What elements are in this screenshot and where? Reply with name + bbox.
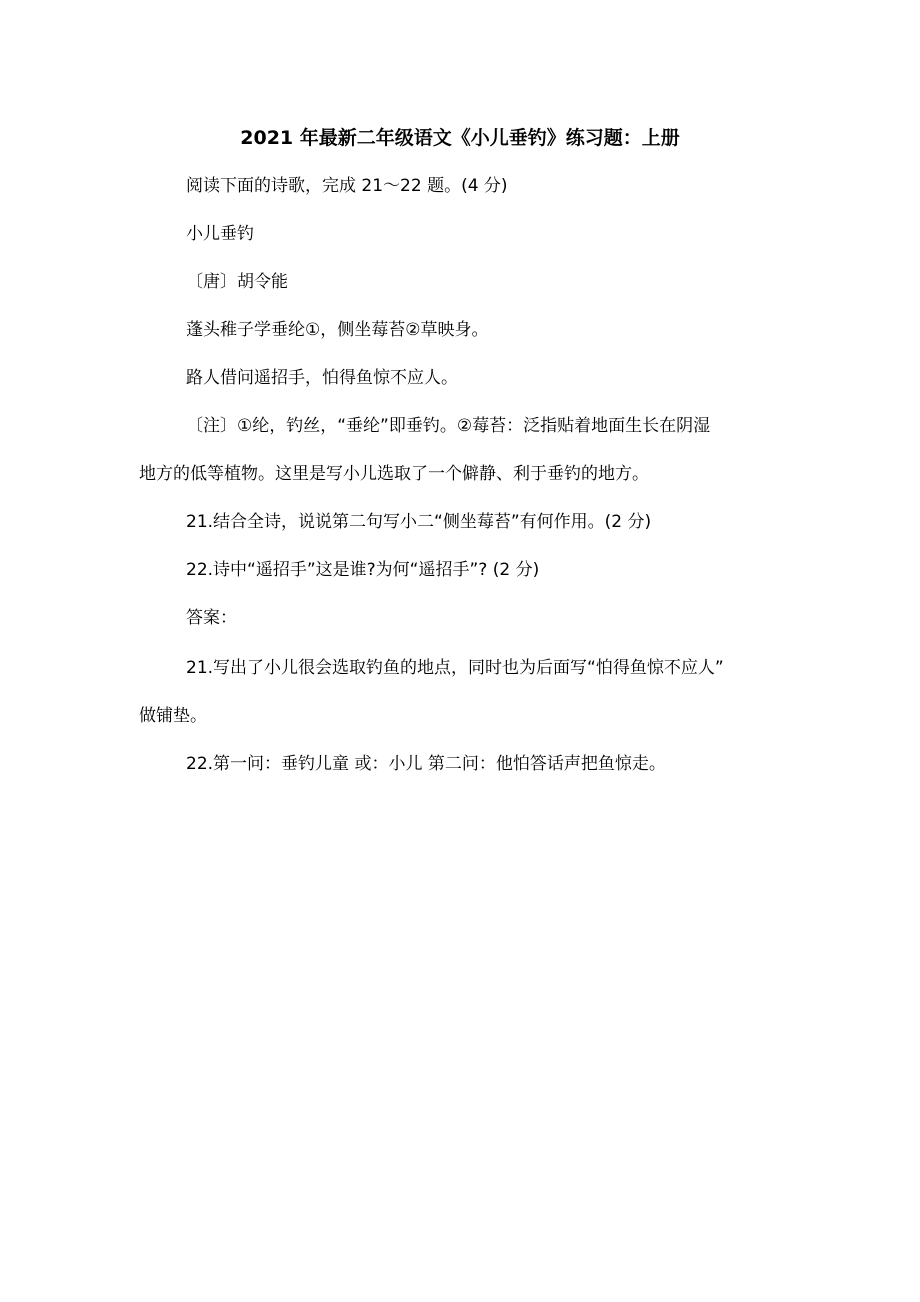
- poem-line-2: 路人借问遥招手，怕得鱼惊不应人。: [186, 368, 458, 388]
- document-title: 2021 年最新二年级语文《小儿垂钓》练习题：上册: [240, 127, 680, 149]
- question-21: 21.结合全诗，说说第二句写小二“侧坐莓苔”有何作用。(2 分): [186, 512, 652, 532]
- poem-author: 〔唐〕胡令能: [186, 272, 288, 292]
- answer-21-line-1: 21.写出了小儿很会选取钓鱼的地点，同时也为后面写“怕得鱼惊不应人”: [186, 658, 724, 678]
- instruction-text: 阅读下面的诗歌，完成 21～22 题。(4 分): [186, 176, 508, 196]
- poem-line-1: 蓬头稚子学垂纶①，侧坐莓苔②草映身。: [186, 320, 489, 340]
- answer-22: 22.第一问：垂钓儿童 或：小儿 第二问：他怕答话声把鱼惊走。: [186, 754, 666, 774]
- answer-label: 答案：: [186, 608, 237, 628]
- question-22: 22.诗中“遥招手”这是谁?为何“遥招手”? (2 分): [186, 560, 540, 580]
- note-line-1: 〔注〕①纶，钓丝，“垂纶”即垂钓。②莓苔：泛指贴着地面生长在阴湿: [186, 416, 711, 436]
- note-line-2: 地方的低等植物。这里是写小儿选取了一个僻静、利于垂钓的地方。: [139, 464, 649, 484]
- poem-title: 小儿垂钓: [186, 224, 254, 244]
- answer-21-line-2: 做铺垫。: [139, 706, 207, 726]
